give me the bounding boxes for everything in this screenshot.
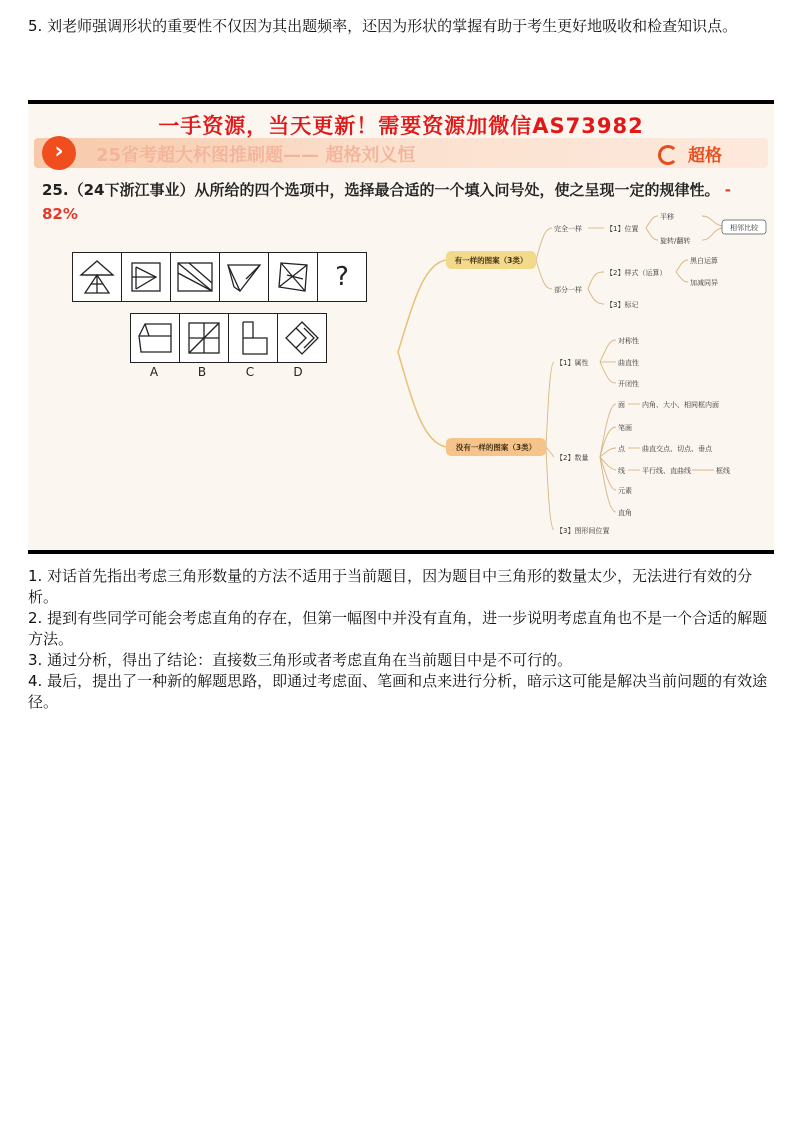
node-face-inner: 框内面 <box>698 401 719 409</box>
arrow-icon: › <box>42 136 76 170</box>
node-line-frame: 框线 <box>716 467 730 475</box>
node-identical: 完全一样 <box>554 225 582 233</box>
node-element: 元素 <box>618 487 632 495</box>
node-style: 【2】样式（运算） <box>606 269 667 277</box>
node-translate: 平移 <box>660 213 674 221</box>
option-label-b: B <box>197 365 207 379</box>
promo-banner: 一手资源，当天更新！需要资源加微信AS73982 <box>158 114 644 138</box>
mind-map <box>28 104 774 550</box>
option-label-c: C <box>245 365 255 379</box>
node-rotate: 旋转/翻转 <box>660 237 691 245</box>
list-item: 1. 对话首先指出考虑三角形数量的方法不适用于当前题目，因为题目中三角形的数量太少，无法进行有效的分析。 <box>28 567 753 606</box>
node-attribute: 【1】属性 <box>556 359 589 367</box>
node-curve: 曲直性 <box>618 359 639 367</box>
node-position: 【1】位置 <box>606 225 639 233</box>
node-add-sub: 加减同异 <box>690 279 718 287</box>
course-title: 25省考超大杯图推刷题—— 超格刘义恒 <box>96 145 416 166</box>
question-mark-cell: ? <box>318 252 367 302</box>
node-quantity: 【2】数量 <box>556 454 589 462</box>
embedded-figure <box>28 100 774 554</box>
list-item: 3. 通过分析，得出了结论：直接数三角形或者考虑直角在当前题目中是不可行的。 <box>28 651 573 669</box>
node-open: 开闭性 <box>618 380 639 388</box>
brand-name: 超格 <box>688 146 722 166</box>
list-item: 4. 最后，提出了一种新的解题思路，即通过考虑面、笔画和点来进行分析，暗示这可能是解决当前问题的有效途径。 <box>28 672 768 711</box>
node-black-white: 黑白运算 <box>690 257 718 265</box>
option-label-d: D <box>293 365 303 379</box>
node-point: 点 <box>618 445 625 453</box>
branch-label-same: 有一样的图案（3类） <box>454 256 528 265</box>
node-stroke: 笔画 <box>618 424 632 432</box>
node-line: 线 <box>618 467 625 475</box>
list-item: 2. 提到有些同学可能会考虑直角的存在，但第一幅图中并没有直角，进一步说明考虑直角也不是一个合适的解题方法。 <box>28 609 768 648</box>
node-right-angle: 直角 <box>618 509 632 517</box>
node-face: 面 <box>618 401 625 409</box>
node-relative-position: 【3】图形间位置 <box>556 527 610 535</box>
node-face-detail: 内角、大小、相同 <box>642 401 698 409</box>
node-symmetry: 对称性 <box>618 337 639 345</box>
branch-label-different: 没有一样的图案（3类） <box>455 443 537 452</box>
node-partial: 部分一样 <box>554 286 582 294</box>
question-body: 25.（24下浙江事业）从所给的四个选项中，选择最合适的一个填入问号处，使之呈现一定的规律性。 <box>42 181 720 199</box>
node-line-detail: 平行线、直曲线 <box>642 467 691 475</box>
intro-paragraph: 5. 刘老师强调形状的重要性不仅因为其出题频率，还因为形状的掌握有助于考生更好地吸收和检查知识点。 <box>28 17 738 35</box>
summary-list <box>28 566 773 713</box>
correct-rate: - 82% <box>42 181 731 223</box>
node-point-detail: 曲直交点、切点、垂点 <box>642 445 712 453</box>
node-mark: 【3】标记 <box>606 301 639 309</box>
node-compare: 相邻比较 <box>730 224 758 232</box>
option-label-a: A <box>149 365 159 379</box>
